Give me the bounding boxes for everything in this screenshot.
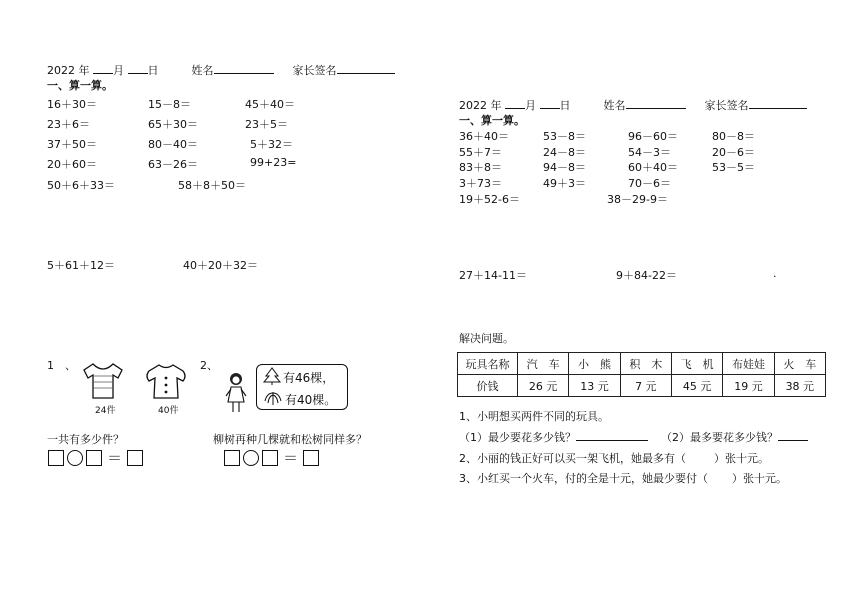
answer-box[interactable] (48, 450, 64, 466)
bubble-willow-text: 有40棵。 (285, 393, 337, 407)
problem-1a-answer[interactable] (576, 430, 648, 441)
right-arith-item: 9＋84-22＝ (616, 269, 677, 282)
right-arith-item: 83＋8＝ (459, 161, 502, 174)
right-day-blank[interactable] (540, 98, 560, 109)
right-name-label: 姓名 (603, 99, 626, 112)
right-month-blank[interactable] (505, 98, 525, 109)
right-arith-item: 55＋7＝ (459, 146, 502, 159)
shirt-count-label: 24件 (95, 406, 116, 416)
equals-sign: ＝ (283, 449, 299, 467)
problem-3-text: 3、小红买一个火车，付的全是十元，她最少要付（ (459, 472, 708, 485)
q2-question: 柳树再种几棵就和松树同样多？ (213, 433, 367, 446)
left-arith-item: 58＋8＋50＝ (178, 179, 246, 192)
right-parent-label: 家长签名 (704, 99, 749, 112)
shirt-picture (80, 360, 126, 402)
answer-box[interactable] (127, 450, 143, 466)
right-arith-item: 60＋40＝ (628, 161, 678, 174)
pine-tree-icon (262, 367, 282, 385)
right-day-label: 日 (559, 99, 571, 112)
left-day-blank[interactable] (128, 63, 148, 74)
table-cell: 火 车 (774, 353, 825, 375)
left-arith-item: 16＋30＝ (47, 98, 97, 111)
left-arith-item: 65＋30＝ (148, 118, 198, 131)
left-arith-item: 23＋5＝ (245, 118, 288, 131)
left-parent-field[interactable] (337, 63, 395, 74)
equals-sign: ＝ (107, 449, 123, 467)
left-parent-label: 家长签名 (292, 64, 337, 77)
table-cell: 价钱 (458, 375, 518, 397)
right-name-field[interactable] (626, 98, 686, 109)
left-name-field[interactable] (214, 63, 274, 74)
right-arith-item: 54－3＝ (628, 146, 671, 159)
left-arith-item: 45＋40＝ (245, 98, 295, 111)
right-parent-field[interactable] (749, 98, 807, 109)
table-cell: 13 元 (569, 375, 620, 397)
answer-box[interactable] (224, 450, 240, 466)
stray-dot: . (773, 267, 777, 280)
table-cell: 7 元 (620, 375, 671, 397)
problem-3 (459, 470, 787, 486)
left-month-label: 月 (113, 64, 124, 77)
right-month-label: 月 (525, 99, 536, 112)
left-arith-item: 63－26＝ (148, 158, 198, 171)
problems-title: 解决问题。 (459, 332, 514, 345)
left-arith-item: 40＋20＋32＝ (183, 259, 258, 272)
left-arith-item: 5＋61＋12＝ (47, 259, 115, 272)
q2-answer-boxes (224, 447, 319, 468)
right-arith-item: 94－8＝ (543, 161, 586, 174)
left-arith-item: 5＋32＝ (250, 138, 293, 151)
q1-answer-boxes (48, 447, 143, 468)
right-arith-item: 20－6＝ (712, 146, 755, 159)
table-cell: 飞 机 (671, 353, 722, 375)
problem-1b: （2）最多要花多少钱？ (661, 431, 778, 444)
problem-3-text-end: ）张十元。 (732, 472, 787, 485)
left-arith-item: 99+23= (250, 156, 297, 169)
right-arith-item: 53－5＝ (712, 161, 755, 174)
table-cell: 积 木 (620, 353, 671, 375)
girl-picture (222, 370, 250, 414)
left-year: 2022 年 (47, 64, 90, 77)
right-year: 2022 年 (459, 99, 502, 112)
problem-1a: （1）最少要花多少钱？ (459, 431, 576, 444)
left-arith-item: 23＋6＝ (47, 118, 90, 131)
right-arith-item: 80－8＝ (712, 130, 755, 143)
left-arith-item: 15－8＝ (148, 98, 191, 111)
left-day-label: 日 (147, 64, 159, 77)
table-row (458, 353, 826, 375)
right-arith-item: 36＋40＝ (459, 130, 509, 143)
left-header (47, 62, 395, 78)
table-cell: 19 元 (723, 375, 774, 397)
table-cell: 45 元 (671, 375, 722, 397)
answer-box[interactable] (262, 450, 278, 466)
right-header (459, 97, 807, 113)
table-cell: 小 熊 (569, 353, 620, 375)
operator-circle[interactable] (243, 450, 259, 466)
right-arith-item: 49＋3＝ (543, 177, 586, 190)
right-arith-item: 38－29-9＝ (607, 193, 668, 206)
table-cell: 38 元 (774, 375, 825, 397)
left-arith-item: 50＋6＋33＝ (47, 179, 115, 192)
bubble-pine-text: 有46棵， (283, 371, 335, 385)
problem-1b-answer[interactable] (778, 430, 808, 441)
right-arith-item: 19＋52-6＝ (459, 193, 520, 206)
willow-tree-icon (262, 388, 284, 406)
right-arith-item: 70－6＝ (628, 177, 671, 190)
right-arith-item: 27＋14-11＝ (459, 269, 527, 282)
right-section1-title: 一、算一算。 (459, 114, 525, 127)
left-arith-item: 80－40＝ (148, 138, 198, 151)
answer-box[interactable] (86, 450, 102, 466)
coat-count-label: 40件 (158, 406, 179, 416)
table-row (458, 375, 826, 397)
coat-picture (143, 362, 189, 402)
q1-number: 1 、 (47, 359, 76, 372)
left-arith-item: 20＋60＝ (47, 158, 97, 171)
problem-2-text-end: ）张十元。 (714, 452, 769, 465)
problem-2-text: 2、小丽的钱正好可以买一架飞机，她最多有（ (459, 452, 686, 465)
left-arith-item: 37＋50＝ (47, 138, 97, 151)
table-cell: 玩具名称 (458, 353, 518, 375)
operator-circle[interactable] (67, 450, 83, 466)
right-arith-item: 53－8＝ (543, 130, 586, 143)
q1-question: 一共有多少件？ (47, 433, 124, 446)
left-month-blank[interactable] (93, 63, 113, 74)
q2-number: 2、 (200, 359, 218, 372)
problem-1-parts (459, 429, 808, 445)
right-arith-item: 24－8＝ (543, 146, 586, 159)
answer-box[interactable] (303, 450, 319, 466)
table-cell: 布娃娃 (723, 353, 774, 375)
toy-price-table (457, 352, 826, 397)
table-cell: 26 元 (518, 375, 569, 397)
problem-1: 1、小明想买两件不同的玩具。 (459, 410, 609, 423)
table-cell: 汽 车 (518, 353, 569, 375)
left-section1-title: 一、算一算。 (47, 79, 113, 92)
right-arith-item: 96－60＝ (628, 130, 678, 143)
problem-2 (459, 450, 769, 466)
right-arith-item: 3＋73＝ (459, 177, 502, 190)
left-name-label: 姓名 (191, 64, 214, 77)
